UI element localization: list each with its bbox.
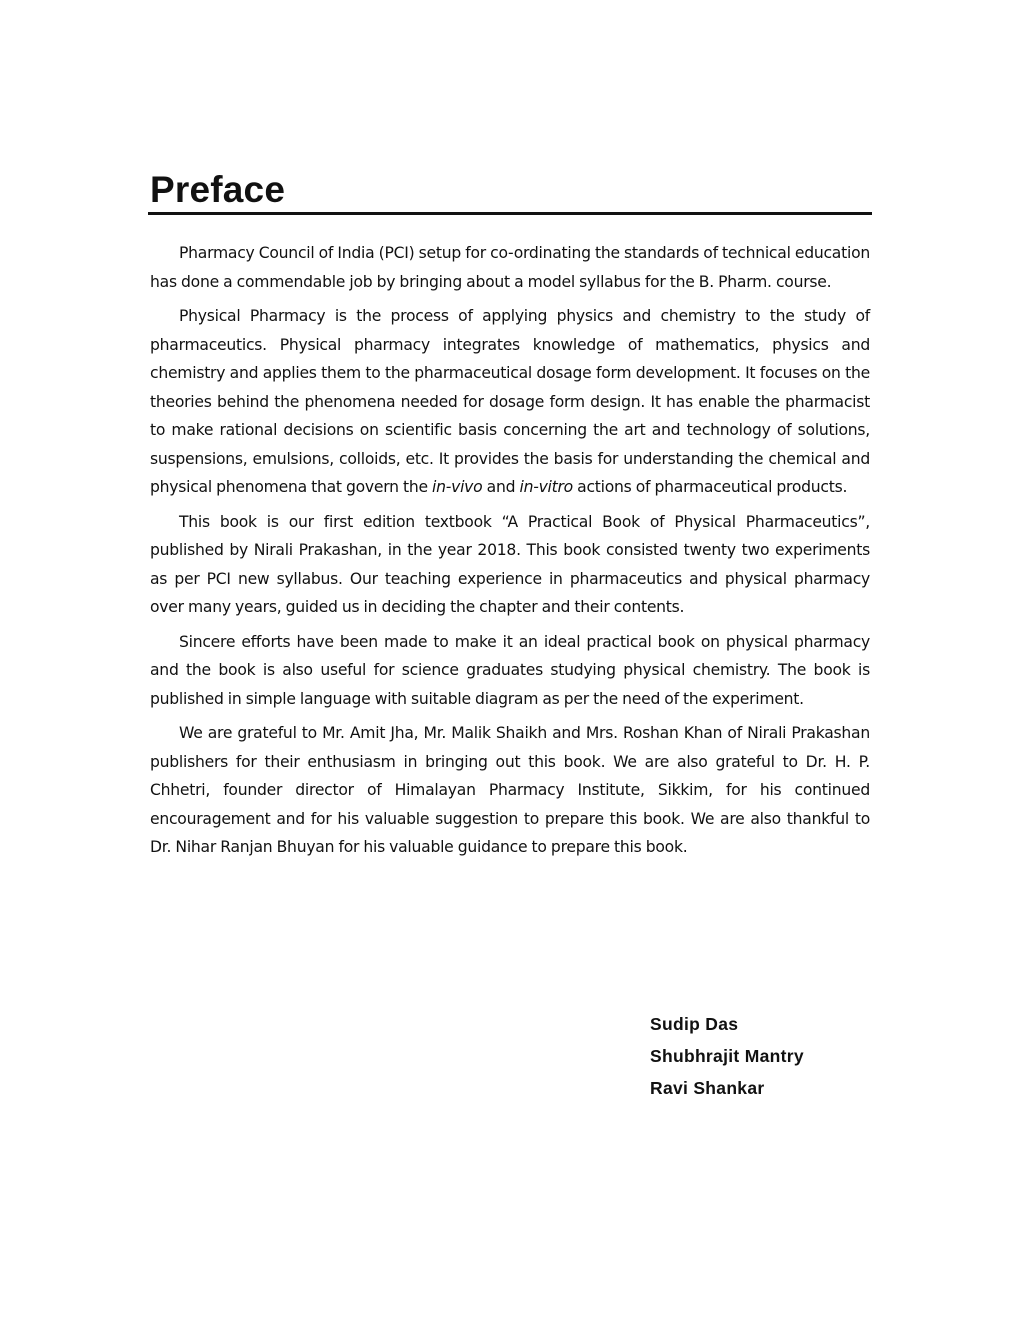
author-list: [650, 1008, 804, 1104]
author-name: Sudip Das: [650, 1014, 739, 1034]
author-name: Shubhrajit Mantry: [650, 1046, 804, 1066]
paragraph-pci-syllabus: Pharmacy Council of India (PCI) setup for co-ordinating the standards of technical education has done a commendable job by bringing about a model syllabus for the B. Pharm. course.: [150, 244, 870, 291]
preface-body: [148, 239, 870, 862]
paragraph-efforts: Sincere efforts have been made to make it an ideal practical book on physical pharmacy and the book is also useful for science graduates studying physical chemistry. The book is published in simple language with suitable diagram as per the need of the experiment.: [150, 632, 870, 708]
paragraph-first-edition: This book is our first edition textbook “A Practical Book of Physical Pharmaceutics”, published by Nirali Prakashan, in the year 2018. This book consisted twenty two experiments as per PCI new syllabus. Our teaching experience in pharmaceutics and physical pharmacy over many years, guided us in deciding the chapter and their contents.: [150, 512, 870, 616]
in-vivo-term: in-vivo: [432, 478, 483, 496]
paragraph-acknowledgements: We are grateful to Mr. Amit Jha, Mr. Malik Shaikh and Mrs. Roshan Khan of Nirali Prakashan publishers for their enthusiasm in bringing out this book. We are also grateful to Dr. H. P. Chhetri, founder director of Himalayan Pharmacy Institute, Sikkim, for his continued encouragement and for his valuable suggestion to prepare this book. We are also thankful to Dr. Nihar Ranjan Bhuyan for his valuable guidance to prepare this book.: [150, 724, 870, 856]
paragraph-physical-pharmacy: Physical Pharmacy is the process of applying physics and chemistry to the study of pharmaceutics. Physical pharmacy integrates knowledge of mathematics, physics and chemistry and applies them to the pharmaceutical dosage form development. It focuses on the theories behind the phenomena needed for dosage form design. It has enable the pharmacist to make rational decisions on scientific basis concerning the art and technology of solutions, suspensions, emulsions, colloids, etc. It provides the basis for understanding the chemical and physical phenomena that govern the in-vivo and in-vitro actions of pharmaceutical products.: [150, 307, 870, 496]
page-title: Preface: [150, 169, 286, 210]
preface-page: [148, 168, 872, 868]
author-name: Ravi Shankar: [650, 1078, 765, 1098]
in-vitro-term: in-vitro: [519, 478, 573, 496]
title-rule: [148, 212, 872, 215]
